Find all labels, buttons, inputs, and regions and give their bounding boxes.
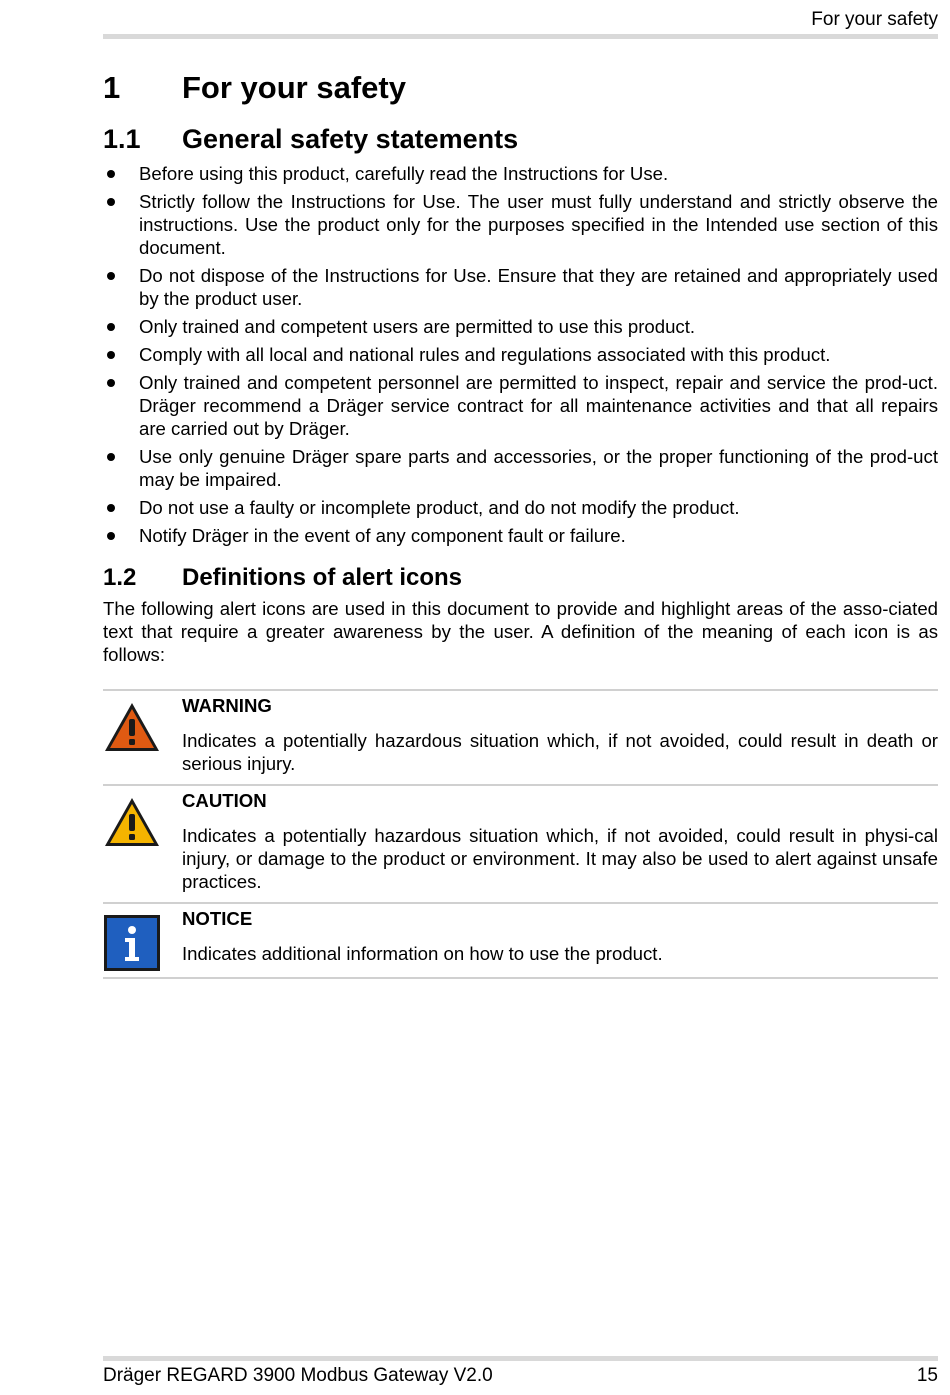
alert-row-warning [103,691,938,786]
page-footer [103,1365,938,1387]
info-icon [103,914,161,972]
list-item: Before using this product, carefully read the Instructions for Use. [103,162,938,185]
bullet-icon [107,198,115,206]
alert-description: Indicates additional information on how to use the product. [182,943,663,964]
section-number: 1.2 [103,564,137,591]
bullet-icon [107,453,115,461]
chapter-title: For your safety [182,70,406,105]
section-title: Definitions of alert icons [182,564,463,591]
chapter-heading [103,66,938,110]
alert-description: Indicates a potentially hazardous situation which, if not avoided, could result in physi-cal injury, or damage to the product or environment. It may also be used to alert against unsafe practices. [182,825,938,892]
safety-statement-list [103,162,938,547]
alert-row-caution [103,786,938,904]
list-item: Notify Dräger in the event of any component fault or failure. [103,524,938,547]
alert-signal-word: CAUTION [182,790,267,811]
alert-icons-intro: The following alert icons are used in this document to provide and highlight areas of the asso-ciated text that require a greater awareness by the user. A definition of the meaning of each icon is as follows: [103,598,938,665]
section-title: General safety statements [182,123,519,154]
list-item: Use only genuine Dräger spare parts and accessories, or the proper functioning of the prod-uct may be impaired. [103,445,938,491]
section-heading-general [103,119,938,159]
list-item: Strictly follow the Instructions for Use. The user must fully understand and strictly observe the instructions. Use the product only for the purposes specified in the Intended use section of this document. [103,190,938,259]
alert-signal-word: WARNING [182,695,272,716]
alert-row-notice [103,904,938,979]
section-number: 1.1 [103,123,141,154]
alert-description: Indicates a potentially hazardous situation which, if not avoided, could result in death or serious injury. [182,730,938,774]
chapter-number: 1 [103,70,121,105]
alert-signal-word: NOTICE [182,908,253,929]
bullet-icon [107,351,115,359]
warning-triangle-icon [103,701,161,753]
bullet-icon [107,272,115,280]
list-item: Only trained and competent users are permitted to use this product. [103,315,938,338]
bullet-icon [107,532,115,540]
bullet-icon [107,170,115,178]
page-content [103,66,938,979]
list-item: Only trained and competent personnel are permitted to inspect, repair and service the prod-uct. Dräger recommend a Dräger service contract for all maintenance activities and that all repairs are carried out by Dräger. [103,371,938,440]
footer-rule [103,1356,938,1361]
list-item: Comply with all local and national rules and regulations associated with this product. [103,343,938,366]
running-header: For your safety [811,9,938,30]
bullet-icon [107,504,115,512]
header-rule [103,34,938,39]
list-item: Do not dispose of the Instructions for Use. Ensure that they are retained and appropriately used by the product user. [103,264,938,310]
bullet-icon [107,379,115,387]
caution-triangle-icon [103,796,161,848]
bullet-icon [107,323,115,331]
section-heading-alert-icons [103,561,938,595]
alert-definitions-table [103,689,938,979]
list-item: Do not use a faulty or incomplete product, and do not modify the product. [103,496,938,519]
page-number: 15 [916,1365,938,1386]
footer-product-name: Dräger REGARD 3900 Modbus Gateway V2.0 [103,1365,493,1386]
